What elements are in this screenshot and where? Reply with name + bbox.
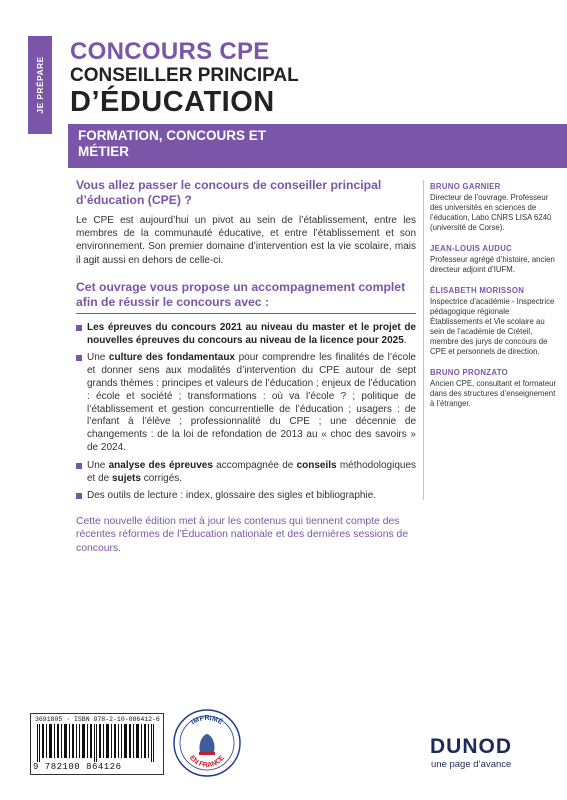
title-line-1: CONCOURS CPE — [70, 38, 270, 65]
isbn-label: 3691805 · ISBN 978-2-10-086412-6 — [35, 716, 160, 723]
bullet-4-text: Des outils de lecture : index, glossaire des sigles et bibliographie. — [87, 490, 377, 502]
column-divider — [423, 180, 424, 500]
bullet-3-bold-1: analyse des épreuves — [108, 459, 213, 471]
publisher-logo: DUNOD — [430, 735, 512, 758]
bullet-3-end: corrigés. — [140, 472, 183, 484]
author-block — [430, 368, 558, 409]
intro-question: Vous allez passer le concours de conseiller principal d’éducation (CPE) ? — [76, 178, 382, 207]
bullet-square-icon — [76, 325, 82, 331]
author-description: Directeur de l’ouvrage. Professeur des universités en sciences de l’éducation, Labo CNRS LISA 6240 (université de Corse). — [430, 193, 552, 232]
imprime-en-france-seal — [172, 708, 242, 778]
intro-paragraph: Le CPE est aujourd’hui un pivot au sein de l’établissement, entre les membres de la communauté éducative, et entre l’établissement et son environnement. Son premier domaine d’intervention est la vie scolaire, mais il agit aussi en dehors de celle-ci. — [76, 215, 416, 266]
authors-column — [430, 182, 558, 420]
barcode-bars — [37, 724, 157, 762]
heading-rule — [76, 313, 416, 314]
intro-heading: Cet ouvrage vous propose un accompagnement complet afin de réussir le concours avec : — [76, 279, 406, 309]
list-item — [76, 352, 416, 454]
author-name: JEAN-LOUIS AUDUC — [430, 244, 513, 253]
closing-paragraph: Cette nouvelle édition met à jour les contenus qui tiennent compte des récentes réformes de l’Éducation nationale et des dernières sessions de concours. — [76, 516, 409, 554]
list-item — [76, 460, 416, 486]
list-item — [76, 322, 416, 348]
bullet-3-pre: Une — [87, 459, 109, 471]
seal-top-text: IMPRIMÉ — [190, 715, 224, 727]
isbn-number: 9 782100 864126 — [33, 762, 122, 772]
author-name: ÉLISABETH MORISSON — [430, 286, 525, 295]
author-name: BRUNO PRONZATO — [430, 368, 508, 377]
seal-bottom-text: EN FRANCE — [187, 754, 227, 770]
bullet-2-bold: culture des fondamentaux — [108, 352, 235, 364]
bullet-3-bold-2: conseils — [296, 459, 337, 471]
title-line-3: D’ÉDUCATION — [70, 86, 275, 118]
author-description: Professeur agrégé d’histoire, ancien directeur adjoint d’IUFM. — [430, 255, 555, 274]
bullet-square-icon — [76, 355, 82, 361]
publisher-tagline: une page d’avance — [431, 759, 512, 770]
bullet-square-icon — [76, 493, 82, 499]
bullet-square-icon — [76, 463, 82, 469]
list-item — [76, 490, 416, 503]
bullet-3-mid-1: accompagnée de — [212, 459, 297, 471]
bullet-2-pre: Une — [87, 352, 109, 364]
author-block — [430, 286, 558, 357]
bullet-2-rest: pour comprendre les finalités de l’école et donner sens aux modalités d’intervention du CPE autour de sept grands thèmes : principes et valeurs de l’éducation ; enjeux de l’éducation : école et société ; transformations : où va l’école ? ; politique de l’établissement et gestion concurrentielle de l’éducation ; usagers : de l’enfant à l’élève ; professionnalité du CPE ; une décennie de changements : de la loi de refondation de 2013 au « choc des savoirs » de 2024. — [87, 352, 416, 453]
barcode — [30, 713, 164, 775]
series-tab — [28, 36, 52, 134]
main-column — [76, 178, 416, 555]
feature-list — [76, 322, 416, 503]
bullet-1-end: . — [403, 334, 407, 346]
author-name: BRUNO GARNIER — [430, 182, 501, 191]
subtitle: FORMATION, CONCOURS ET MÉTIER — [78, 128, 266, 159]
bullet-3-bold-3: sujets — [112, 472, 141, 484]
author-block — [430, 244, 558, 275]
bullet-3-mid-2: méthodologiques et de — [87, 459, 417, 484]
author-description: Inspectrice d’académie - Inspectrice pédagogique régionale Établissements et Vie scolaire au sein de l’académie de Créteil, membre des jurys de concours de CPE et personnels de direction. — [430, 297, 555, 356]
author-description: Ancien CPE, consultant et formateur dans des structures d’enseignement à l’étranger. — [430, 379, 557, 408]
title-line-2: CONSEILLER PRINCIPAL — [70, 65, 299, 86]
series-label: JE PRÉPARE — [35, 56, 45, 114]
author-block — [430, 182, 558, 233]
subtitle-band — [68, 124, 567, 168]
bullet-1-bold: Les épreuves du concours 2021 au niveau du master et le projet de nouvelles épreuves du concours au niveau de la licence pour 2025 — [87, 321, 416, 346]
